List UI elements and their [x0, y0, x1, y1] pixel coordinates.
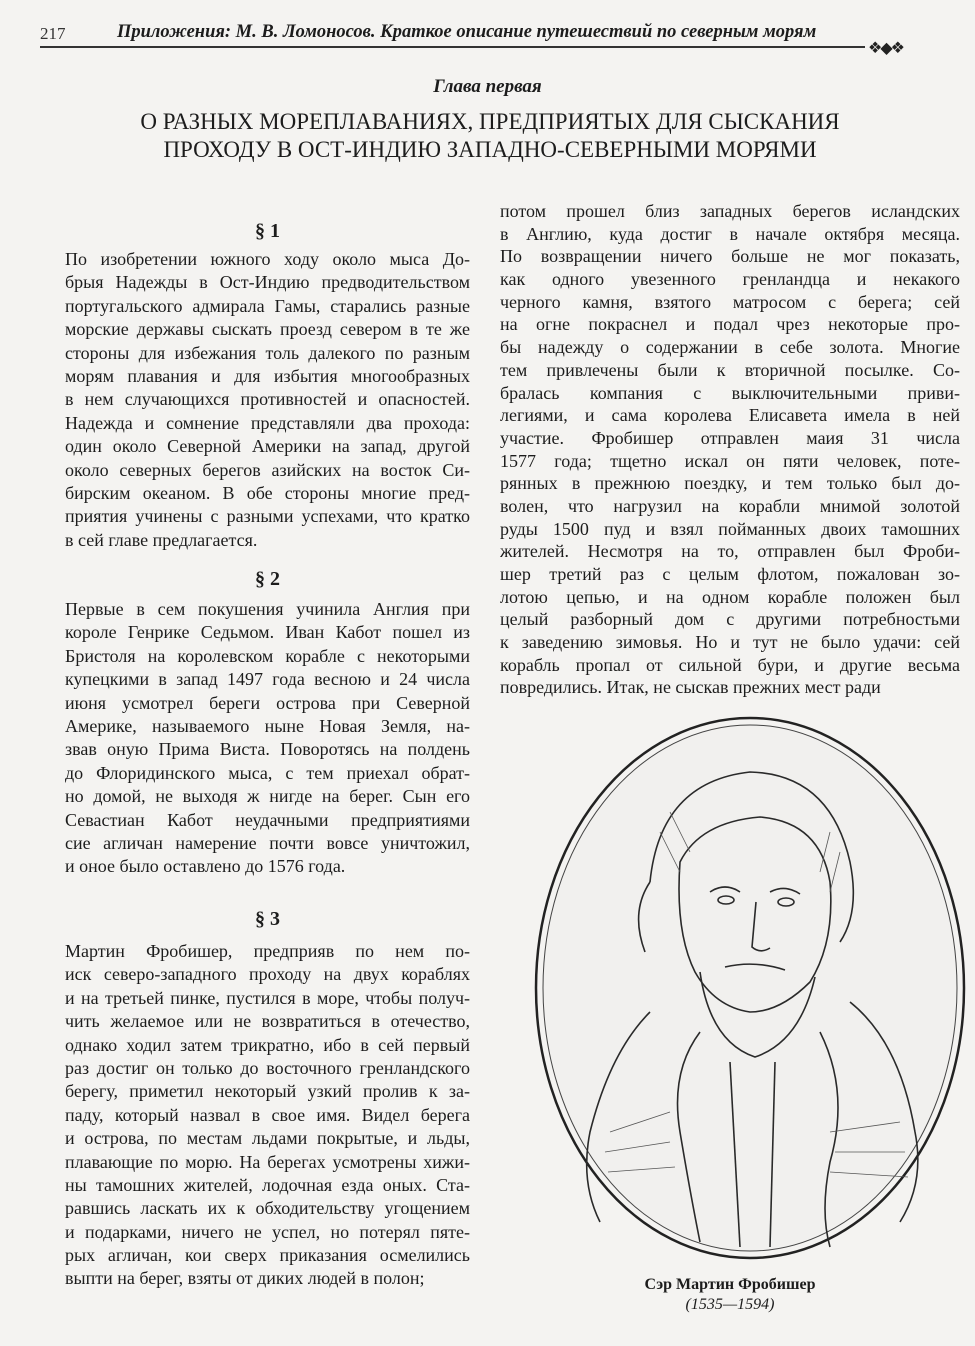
header-rule	[40, 46, 865, 48]
chapter-title-line: О РАЗНЫХ МОРЕПЛАВАНИЯХ, ПРЕДПРИЯТЫХ ДЛЯ СЫСКАНИЯ	[140, 109, 840, 134]
text-line: тем привлечены были к вторичной посылке. Со-	[500, 359, 960, 380]
text-line: и подарками, ничего не успел, но потерял пятe-	[65, 1221, 470, 1242]
text-line: приятия учинены с разными успехами, что кратко	[65, 506, 470, 527]
text-line: короле Генрике Седьмом. Иван Кабот пошел из	[65, 622, 470, 643]
text-line: ны тамошних жителей, лодочная езда оных. Ста-	[65, 1174, 470, 1195]
text-line: и оное было оставлено до 1576 года.	[65, 856, 346, 877]
text-line: стороны для избежания толь далекого по разным	[65, 342, 470, 363]
chapter-title-line: ПРОХОДУ В ОСТ-ИНДИЮ ЗАПАДНО-СЕВЕРНЫМИ МОРЯМИ	[163, 137, 817, 162]
portrait-caption-years: (1535—1594)	[685, 1296, 775, 1313]
text-line: бы надежду о содержании в себе золота. Многие	[500, 337, 960, 358]
text-line: раз достиг он только до восточного гренландского	[65, 1057, 470, 1078]
text-line: корабль пропал от сильной бури, и другие весьма	[500, 654, 960, 675]
text-line: купецкими в запад 1497 года весною и 24 числа	[65, 669, 470, 690]
text-line: на огне покраснел и подал чрез некоторые про-	[500, 314, 960, 335]
text-line: 1577 года; тщетно искал он пяти человек, поте-	[500, 450, 960, 471]
text-line: жителей. Несмотря на то, отправлен был Фроби-	[500, 541, 960, 562]
text-line: к заведению зимовья. Но и тут не было удачи: сей	[500, 632, 960, 653]
section-1-text	[65, 248, 470, 552]
text-line: июня усмотрел береги острова при Северной	[65, 692, 470, 713]
text-line: волен, что нагрузил на корабли мнимой золотой	[500, 495, 960, 516]
text-line: По возвращении ничего больше не мог показать,	[500, 246, 960, 267]
text-line: рянных в прежнюю поездку, и тем только был до-	[500, 473, 960, 494]
text-line: Надежда и сомнение представляли два прохода:	[65, 412, 470, 433]
right-column-text	[500, 200, 960, 699]
text-line: повредились. Итак, не сыскав прежних мест ради	[500, 677, 881, 698]
text-line: в нем случающихся противностей и опасностей.	[65, 389, 470, 410]
text-line: бралась компания с выключительными приви-	[500, 382, 960, 403]
chapter-label: Глава первая	[433, 76, 542, 97]
header-ornament-icon: ❖◆❖	[868, 40, 903, 57]
section-heading-3: § 3	[255, 908, 280, 930]
chapter-title	[60, 108, 920, 164]
text-line: и острова, по местам льдами покрытые, и льды,	[65, 1128, 470, 1149]
running-header	[40, 22, 940, 46]
text-line: как одного увезенного гренландца и некакого	[500, 269, 960, 290]
text-line: однако ходил затем трикратно, ибо в сей первый	[65, 1034, 470, 1055]
text-line: По изобретении южного ходу около мыса До-	[65, 249, 470, 269]
text-line: шер третий раз с целым флотом, пожалован зо-	[500, 564, 960, 584]
section-2-text	[65, 598, 470, 879]
text-line: равшись ласкать их к обходительству угощением	[65, 1198, 470, 1219]
text-line: до Флоридинского мыса, с тем приехал обрат-	[65, 762, 470, 783]
text-line: брыя Надежды в Ост-Индию предводительством	[65, 272, 470, 293]
text-line: около северных берегов азийских на восток Си-	[65, 459, 470, 480]
text-line: берегу, приметил некоторый узкий пролив к за-	[65, 1081, 470, 1102]
text-line: черного камня, взятого матросом с берега; сей	[500, 291, 960, 312]
text-line: участие. Фробишер отправлен маия 31 числа	[500, 427, 960, 448]
text-line: легиями, и сама королева Елисавета имела в ней	[500, 405, 960, 426]
text-line: и на третьей пинке, пустился в море, чтобы получ-	[65, 987, 470, 1008]
section-heading-2: § 2	[255, 568, 280, 590]
running-title: Приложения: М. В. Ломоносов. Краткое описание путешествий по северным морям	[117, 22, 817, 42]
text-line: плавающие по морю. На берегах усмотрены хижи-	[65, 1151, 470, 1172]
portrait-caption-name: Сэр Мартин Фробишер	[644, 1276, 816, 1293]
page-number: 217	[40, 24, 66, 43]
text-line: бирским океаном. В обе стороны многие пред-	[65, 482, 470, 503]
text-line: чить желаемое или не возвратиться в отечество,	[65, 1011, 470, 1032]
text-line: целый разборный дом с другими потребностьми	[500, 609, 960, 630]
text-line: лотою цепью, и на одном корабле положен был	[500, 586, 960, 607]
text-line: рых агличан, кои сверх приказания осмелились	[65, 1245, 470, 1266]
text-line: один около Северной Америки на запад, другой	[65, 436, 470, 457]
section-3-text	[65, 940, 470, 1291]
text-line: Америке, называемого ныне Новая Земля, на-	[65, 715, 470, 736]
section-heading-1: § 1	[255, 220, 280, 242]
text-line: португальского адмирала Гамы, старались разные	[65, 295, 470, 316]
text-line: в сей главе предлагается.	[65, 529, 258, 550]
text-line: но домой, не выходя ж нигде на берег. Сын его	[65, 786, 470, 807]
text-line: звав оную Прима Виста. Поворотясь на полдень	[65, 739, 470, 760]
text-line: в Англию, куда достиг в начале октября месяца.	[500, 223, 960, 244]
text-line: сие агличан намерение почти вовсе уничтожил,	[65, 832, 470, 853]
text-line: Бристоля на королевском корабле с некоторыми	[65, 645, 470, 666]
portrait-illustration	[530, 712, 970, 1264]
text-line: паду, который назвал в свое имя. Видел берега	[65, 1104, 470, 1125]
text-line: выпти на берег, взяты от диких людей в полон;	[65, 1268, 425, 1289]
text-line: потом прошел близ западных берегов исландских	[500, 201, 960, 221]
text-line: морские державы сыскать проезд севером в те же	[65, 319, 470, 340]
text-line: Первые в сем покушения учинила Англия при	[65, 599, 470, 619]
text-line: руды 1500 пуд и взял пойманных двоих тамошних	[500, 518, 960, 539]
text-line: морям плавания и для избытия многообразных	[65, 365, 470, 386]
text-line: Мартин Фробишер, предприяв по нем по-	[65, 941, 470, 961]
text-line: Севастиан Кабот неудачными предприятиями	[65, 809, 470, 830]
text-line: иск северо-западного проходу на двух кораблях	[65, 964, 470, 985]
